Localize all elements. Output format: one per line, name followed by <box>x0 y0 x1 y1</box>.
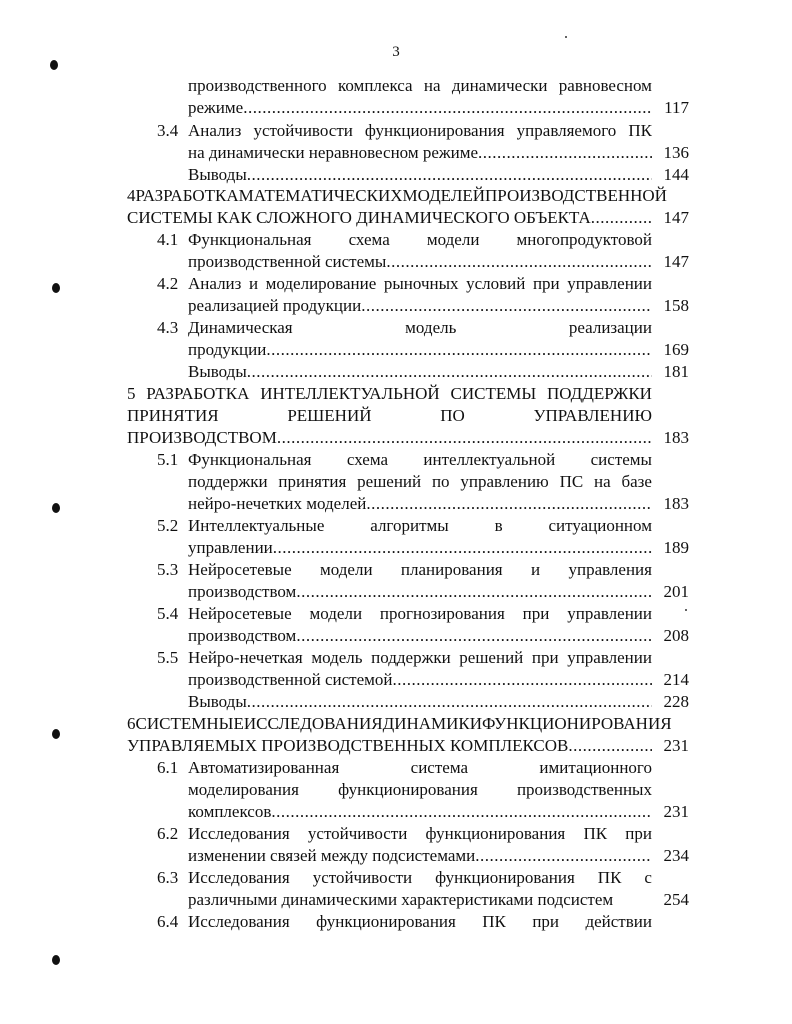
word: ПС <box>559 472 584 491</box>
toc-entry <box>188 339 652 361</box>
toc-entry-text <box>188 317 652 339</box>
word: поддержки <box>188 472 268 491</box>
word: Исследования <box>188 824 290 843</box>
word: при <box>531 648 559 667</box>
word: 6 <box>127 714 136 733</box>
word: управляемого <box>516 121 617 140</box>
word: функционирования <box>316 912 456 931</box>
word: Нейросетевые <box>188 604 292 623</box>
word: ПРИНЯТИЯ <box>127 406 219 425</box>
toc-entry-text: СИСТЕМЫ КАК СЛОЖНОГО ДИНАМИЧЕСКОГО ОБЪЕКТА <box>127 208 591 227</box>
toc-line <box>0 493 792 515</box>
toc-entry-text: Выводы <box>188 165 247 184</box>
toc-entry <box>188 801 652 823</box>
word: производственных <box>516 780 652 799</box>
word: при <box>522 604 550 623</box>
toc-entry <box>188 361 652 383</box>
toc-entry <box>188 164 652 186</box>
toc-entry <box>188 97 652 119</box>
word: рыночных <box>383 274 459 293</box>
toc-entry-text: управлении <box>188 538 273 557</box>
word: поддержки <box>371 648 451 667</box>
toc-entry <box>188 493 652 515</box>
section-number: 6.2 <box>157 824 179 843</box>
word: управления <box>568 560 652 579</box>
word: функционирования <box>425 824 566 843</box>
page-ref: 231 <box>663 736 689 755</box>
word: имитационного <box>539 758 652 777</box>
word: моделирование <box>265 274 377 293</box>
word: реализации <box>568 318 652 337</box>
word: производственного <box>188 76 327 95</box>
toc-entry-text <box>188 229 652 251</box>
toc-entry-text <box>188 515 652 537</box>
word: 5 <box>127 384 136 403</box>
page-ref: 183 <box>663 494 689 513</box>
dot-leader <box>273 537 652 559</box>
dot-leader <box>247 361 652 383</box>
word: Анализ <box>188 274 242 293</box>
word: модель <box>311 648 363 667</box>
word: устойчивости <box>307 824 408 843</box>
toc-entry-text <box>127 383 652 405</box>
section-number: 5.5 <box>157 648 179 667</box>
toc-line <box>0 867 792 889</box>
word: 4 <box>127 186 136 205</box>
section-number: 4.1 <box>157 230 179 249</box>
word: принятия <box>278 472 347 491</box>
word: ДИНАМИКИ <box>382 714 483 733</box>
toc-line <box>0 449 792 471</box>
word: управлению <box>460 472 549 491</box>
page-ref: 231 <box>663 802 689 821</box>
toc-entry-text: нейро-нечетких моделей <box>188 494 367 513</box>
toc-entry-text: УПРАВЛЯЕМЫХ ПРОИЗВОДСТВЕННЫХ КОМПЛЕКСОВ <box>127 736 569 755</box>
word: в <box>494 516 503 535</box>
word: модели <box>320 560 373 579</box>
toc-line <box>0 142 792 164</box>
word: и <box>248 274 259 293</box>
dot-leader <box>277 427 652 449</box>
toc-line <box>0 185 792 207</box>
section-number: 6.3 <box>157 868 179 887</box>
word: с <box>644 868 652 887</box>
toc-line <box>0 515 792 537</box>
toc-line <box>0 273 792 295</box>
toc-line <box>0 537 792 559</box>
word: ситуационном <box>548 516 652 535</box>
word: действии <box>585 912 652 931</box>
toc-entry-text <box>127 713 672 735</box>
toc-line <box>0 75 792 97</box>
word: ПК <box>482 912 506 931</box>
word: МОДЕЛЕЙ <box>402 186 486 205</box>
word: управлении <box>567 274 652 293</box>
toc-line <box>0 625 792 647</box>
toc-line <box>0 911 792 933</box>
word: интеллектуальной <box>423 450 556 469</box>
toc-entry-text: производством <box>188 626 297 645</box>
word: планирования <box>400 560 503 579</box>
page-ref: 144 <box>663 165 689 184</box>
toc-entry-text <box>188 867 652 889</box>
toc-entry <box>188 142 652 164</box>
word: на <box>423 76 441 95</box>
word: функционирования <box>338 780 478 799</box>
toc-entry-text <box>188 757 652 779</box>
word: комплекса <box>337 76 413 95</box>
word: схема <box>348 230 390 249</box>
toc-entry <box>188 581 652 603</box>
word: Анализ <box>188 121 242 140</box>
word: при <box>625 824 652 843</box>
toc-entry-text: различными динамическими характеристиками подсистем <box>188 890 614 909</box>
toc-entry <box>127 427 652 449</box>
word: УПРАВЛЕНИЮ <box>533 406 652 425</box>
toc-line <box>0 229 792 251</box>
toc-entry <box>127 735 652 757</box>
section-number: 3.4 <box>157 121 179 140</box>
word: условий <box>466 274 526 293</box>
toc-entry-text <box>127 185 667 207</box>
toc-line <box>0 361 792 383</box>
toc-entry-text <box>188 75 652 97</box>
word: модель <box>405 318 457 337</box>
toc-entry-text <box>188 779 652 801</box>
toc-entry-text <box>188 120 652 142</box>
word: управлении <box>567 604 652 623</box>
toc-entry-text: ПРОИЗВОДСТВОМ <box>127 428 277 447</box>
toc-line <box>0 207 792 229</box>
word: СИСТЕМНЫЕ <box>135 714 244 733</box>
dot-leader <box>366 493 652 515</box>
word: Автоматизированная <box>188 758 340 777</box>
toc-entry <box>188 691 652 713</box>
word: РАЗРАБОТКА <box>146 384 250 403</box>
dot-leader <box>386 251 652 273</box>
word: ПРОИЗВОДСТВЕННОЙ <box>485 186 667 205</box>
toc-entry-text <box>188 559 652 581</box>
page-ref: 183 <box>663 428 689 447</box>
toc-entry-text <box>188 911 652 933</box>
toc-entry-text: режиме <box>188 98 244 117</box>
toc-line <box>0 757 792 779</box>
word: РЕШЕНИЙ <box>287 406 372 425</box>
dot-leader <box>296 625 652 647</box>
toc-entry-text: на динамически неравновесном режиме <box>188 143 479 162</box>
toc-entry-text: Выводы <box>188 362 247 381</box>
page-ref: 234 <box>663 846 689 865</box>
section-number: 6.4 <box>157 912 179 931</box>
toc-entry <box>188 625 652 647</box>
toc-line <box>0 295 792 317</box>
toc-entry-text <box>188 449 652 471</box>
toc-entry-text <box>127 405 652 427</box>
word: Исследования <box>188 912 290 931</box>
word: Исследования <box>188 868 290 887</box>
section-number: 4.2 <box>157 274 179 293</box>
word: система <box>410 758 469 777</box>
toc-entry <box>127 207 652 229</box>
toc-line <box>0 779 792 801</box>
toc-entry-text <box>188 603 652 625</box>
dot-leader <box>393 669 653 691</box>
word: функционирования <box>364 121 505 140</box>
word: ПК <box>597 868 622 887</box>
word: ФУНКЦИОНИРОВАНИЯ <box>482 714 672 733</box>
toc-line <box>0 845 792 867</box>
toc-line <box>0 801 792 823</box>
page-ref: 169 <box>663 340 689 359</box>
section-number: 5.4 <box>157 604 179 623</box>
word: ИНТЕЛЛЕКТУАЛЬНОЙ <box>260 384 440 403</box>
word: решений <box>459 648 524 667</box>
toc-entry <box>188 251 652 273</box>
dot-leader <box>361 295 652 317</box>
section-number: 4.3 <box>157 318 179 337</box>
toc-line <box>0 691 792 713</box>
punch-hole-mark <box>50 60 58 70</box>
toc-line <box>0 339 792 361</box>
dot-leader <box>271 801 652 823</box>
section-number: 5.2 <box>157 516 179 535</box>
toc-line <box>0 581 792 603</box>
toc-entry-text <box>188 823 652 845</box>
toc-line <box>0 713 792 735</box>
word: устойчивости <box>312 868 413 887</box>
toc-line <box>0 405 792 427</box>
word: при <box>532 912 560 931</box>
page-ref: 158 <box>663 296 689 315</box>
toc-entry-text <box>188 647 652 669</box>
toc-line <box>0 647 792 669</box>
toc-entry-text: продукции <box>188 340 267 359</box>
word: схема <box>346 450 389 469</box>
word: РАЗРАБОТКА <box>135 186 239 205</box>
toc-entry-text: производственной системы <box>188 252 387 271</box>
word: при <box>532 274 560 293</box>
toc-line <box>0 120 792 142</box>
word: равновесном <box>558 76 652 95</box>
word: Нейросетевые <box>188 560 292 579</box>
word: Функциональная <box>188 230 312 249</box>
toc-entry <box>188 537 652 559</box>
toc-line <box>0 97 792 119</box>
word: функционирования <box>435 868 575 887</box>
page-ref: 201 <box>663 582 689 601</box>
scan-speck <box>565 36 567 38</box>
toc-entry-text: производством <box>188 582 297 601</box>
dot-leader <box>243 97 652 119</box>
toc-line <box>0 669 792 691</box>
word: многопродуктовой <box>516 230 652 249</box>
dot-leader <box>478 142 652 164</box>
page-ref: 208 <box>663 626 689 645</box>
toc-entry-text: производственной системой <box>188 670 393 689</box>
toc-line <box>0 471 792 493</box>
word: Динамическая <box>188 318 293 337</box>
word: базе <box>621 472 652 491</box>
toc-entry-text <box>188 471 652 493</box>
word: Функциональная <box>188 450 312 469</box>
page-ref: 117 <box>664 98 689 117</box>
dot-leader <box>591 207 652 229</box>
toc-line <box>0 383 792 405</box>
section-number: 6.1 <box>157 758 179 777</box>
page-ref: 189 <box>663 538 689 557</box>
page-number: 3 <box>392 44 400 60</box>
toc-line <box>0 603 792 625</box>
toc-line <box>0 889 792 911</box>
word: по <box>431 472 450 491</box>
page-ref: 214 <box>663 670 689 689</box>
word: управлении <box>567 648 652 667</box>
page-ref: 147 <box>663 208 689 227</box>
toc-line <box>0 317 792 339</box>
word: Нейро-нечеткая <box>188 648 303 667</box>
toc-entry-text: комплексов <box>188 802 272 821</box>
dot-leader <box>568 735 652 757</box>
word: ПОДДЕРЖКИ <box>546 384 652 403</box>
word: системы <box>590 450 652 469</box>
word: ПК <box>628 121 652 140</box>
word: ПК <box>583 824 608 843</box>
word: устойчивости <box>253 121 353 140</box>
dot-leader <box>247 164 652 186</box>
page-ref: 228 <box>663 692 689 711</box>
toc-entry <box>188 295 652 317</box>
word: прогнозирования <box>379 604 505 623</box>
dot-leader <box>475 845 652 867</box>
toc-entry <box>188 845 652 867</box>
toc-line <box>0 427 792 449</box>
toc-line <box>0 559 792 581</box>
toc-line <box>0 735 792 757</box>
toc-entry <box>188 669 652 691</box>
toc-entry-text: изменении связей между подсистемами <box>188 846 476 865</box>
toc-entry-text <box>188 273 652 295</box>
word: СИСТЕМЫ <box>450 384 537 403</box>
dot-leader <box>296 581 652 603</box>
page-ref: 147 <box>663 252 689 271</box>
word: МАТЕМАТИЧЕСКИХ <box>238 186 403 205</box>
dot-leader <box>266 339 652 361</box>
word: ИССЛЕДОВАНИЯ <box>243 714 383 733</box>
word: алгоритмы <box>370 516 449 535</box>
word: на <box>594 472 611 491</box>
word: модели <box>309 604 363 623</box>
toc-entry-text: Выводы <box>188 692 247 711</box>
toc-line <box>0 164 792 186</box>
section-number: 5.1 <box>157 450 179 469</box>
word: и <box>530 560 541 579</box>
section-number: 5.3 <box>157 560 179 579</box>
toc-line <box>0 251 792 273</box>
word: модели <box>426 230 480 249</box>
word: моделирования <box>188 780 299 799</box>
word: динамически <box>451 76 548 95</box>
word: ПО <box>440 406 465 425</box>
toc-line <box>0 823 792 845</box>
word: Интеллектуальные <box>188 516 325 535</box>
page-ref: 254 <box>663 890 689 909</box>
page-ref: 136 <box>663 143 689 162</box>
page-ref: 181 <box>663 362 689 381</box>
dot-leader <box>247 691 652 713</box>
punch-hole-mark <box>52 955 60 965</box>
toc-entry-text: реализацией продукции <box>188 296 362 315</box>
word: решений <box>357 472 422 491</box>
